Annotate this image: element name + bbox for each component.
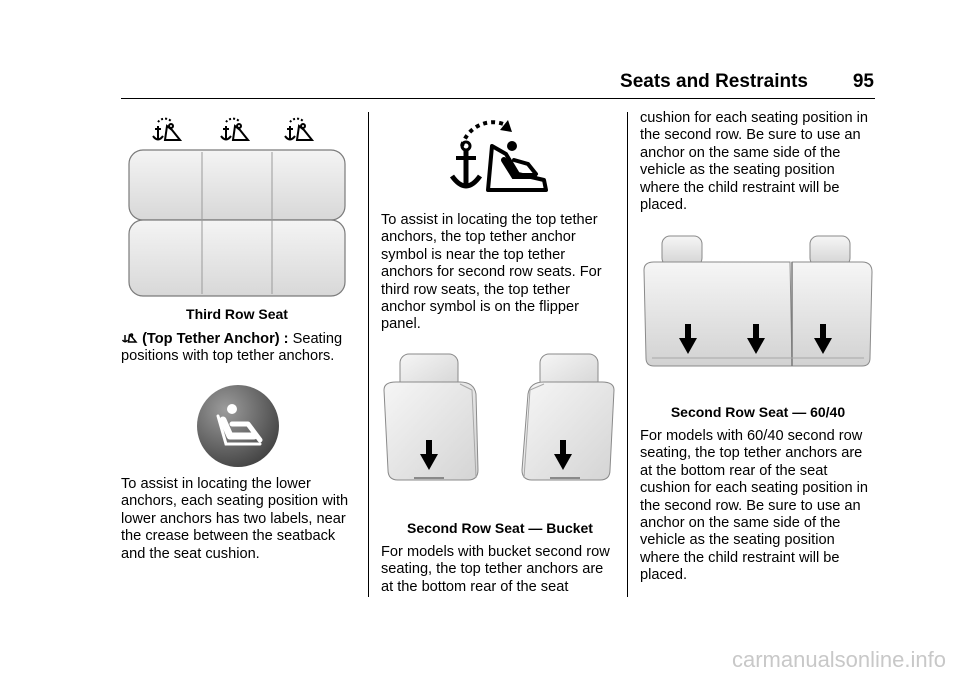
top-tether-anchor-symbol [448,116,550,196]
second-row-6040-seat-illustration [640,234,876,374]
text-line: anchors for second row seats. For [381,264,602,281]
text-line: lower anchors has two labels, near [121,510,346,527]
second-row-bucket-seat-illustration [384,350,616,490]
page-number: 95 [852,71,874,92]
6040-seat-paragraph [640,428,885,585]
text-line: at the bottom rear of the seat [381,578,569,595]
header-rule [121,98,875,99]
text-line: anchor symbol is on the flipper [381,299,579,316]
top-tether-paragraph [381,212,626,334]
text-line: anchors, each seating position with [121,493,349,510]
text-line: the second row. Be sure to use an [640,127,861,144]
third-row-seat-illustration [126,112,348,300]
figure-caption: Third Row Seat [186,306,288,322]
text-line: anchors, the top tether anchor [381,229,576,246]
text-line: the crease between the seatback [121,528,336,545]
lower-anchor-paragraph [121,476,366,563]
text-line: anchor on the same side of the [640,515,841,532]
tether-anchor-icon [153,119,180,140]
text-line: cushion for each seating position in [640,480,868,497]
column-divider-1 [368,112,369,597]
section-title: Seats and Restraints [620,71,808,92]
text-line: positions with top tether anchors. [121,348,335,365]
tether-anchor-icon [221,119,248,140]
figure-caption: Second Row Seat — 60/40 [670,404,846,420]
text-line: the second row. Be sure to use an [640,497,861,514]
text-line: To assist in locating the lower [121,476,311,492]
text-line: seating, the top tether anchors are [381,561,604,578]
text-line: anchor on the same side of the [640,144,841,161]
text-line: seating, the top tether anchors are [640,445,863,462]
term-label: (Top Tether Anchor) : [142,331,289,347]
lower-anchor-symbol [196,384,280,468]
tether-anchor-icon [285,119,312,140]
term-definition [121,331,361,366]
text-line: cushion for each seating position in [640,110,868,126]
text-line: For models with 60/40 second row [640,428,863,444]
text-line: To assist in locating the top tether [381,212,598,228]
text-line: where the child restraint will be [640,179,840,196]
text-line: at the bottom rear of the seat [640,462,828,479]
text-line: placed. [640,197,688,214]
column-divider-2 [627,112,628,597]
text-line: and the seat cushion. [121,545,260,562]
text-line: For models with bucket second row [381,544,610,560]
tether-anchor-icon [121,331,138,344]
figure-caption: Second Row Seat — Bucket [407,520,593,536]
text-line: vehicle as the seating position [640,162,835,179]
text-line: where the child restraint will be [640,549,840,566]
text-line: vehicle as the seating position [640,532,835,549]
continued-paragraph [640,110,885,214]
text-line: Seating [292,331,343,347]
text-line: panel. [381,316,421,333]
text-line: placed. [640,567,688,584]
text-line: third row seats, the top tether [381,281,571,298]
watermark: carmanualsonline.info [731,647,946,672]
bucket-seat-paragraph [381,544,626,596]
text-line: symbol is near the top tether [381,246,566,263]
